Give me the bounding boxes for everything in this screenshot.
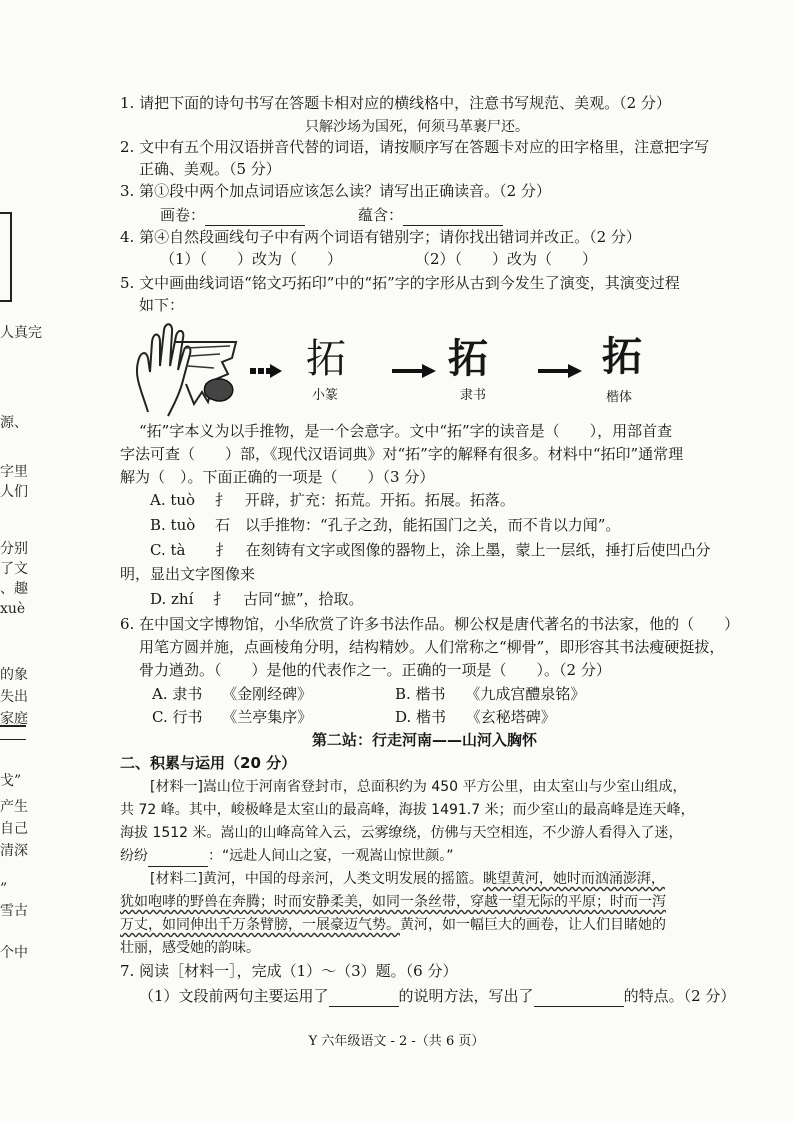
material-1-text: 纷纷 ：“远赴人间山之宴，一观嵩山惊世颜。”: [120, 845, 454, 867]
option-a: A. tuò 扌 开辟，扩充：拓荒。开拓。拓展。拓落。: [150, 491, 515, 509]
question-4-part-2: （2）（ ）改为（ ）: [415, 250, 598, 268]
margin-strip: [0, 725, 26, 740]
regular-script-label: 楷体: [606, 390, 633, 405]
margin-text: xuè: [0, 601, 26, 617]
answer-blank[interactable]: [403, 207, 503, 226]
answer-label-1: 画卷：: [160, 204, 305, 226]
answer-blank[interactable]: [329, 988, 399, 1007]
question-7-part-1: （1）文段前两句主要运用了 的说明方法，写出了 的特点。（2 分）: [139, 987, 736, 1005]
question-4: 4. 第④自然段画线句子中有两个词语有错别字；请你找出错词并改正。（2 分）: [120, 228, 641, 246]
hand-pushing-stone-image: [128, 322, 240, 418]
arrow-icon: [538, 364, 582, 378]
station-title: 第二站：行走河南——山河入胸怀: [312, 731, 538, 749]
margin-text: 分别: [0, 541, 28, 557]
question-2: 2. 文中有五个用汉语拼音代替的词语，请按顺序写在答题卡对应的田字格里，注意把字写: [120, 138, 710, 156]
seal-script-label: 小篆: [312, 388, 339, 403]
material-2-text: 壮丽，感受她的韵味。: [120, 940, 260, 956]
answer-blank[interactable]: [205, 207, 305, 226]
margin-text: 自己: [0, 821, 28, 837]
question-5-body: “拓”字本义为以手推物，是一个会意字。文中“拓”字的读音是（ ），用部首查: [139, 422, 673, 440]
option-b: B. tuò 石 以手推物：“孔子之劲，能拓国门之关，而不肯以力闻”。: [150, 516, 621, 534]
arrow-icon: [392, 364, 436, 378]
option-a: A. 隶书 《金刚经碑》: [152, 685, 313, 703]
character-evolution-figure: [128, 322, 688, 422]
margin-text: 失出: [0, 689, 28, 705]
question-4-part-1: （1）（ ）改为（ ）: [160, 250, 343, 268]
question-5-body: 解为（ ）。下面正确的一项是（ ）（3 分）: [120, 468, 435, 486]
option-c: C. tà 扌 在刻铸有文字或图像的器物上，涂上墨，蒙上一层纸，捶打后使凹凸分: [150, 541, 711, 559]
arrow-icon: [250, 364, 282, 378]
option-c: C. 行书 《兰亭集序》: [152, 708, 313, 726]
material-2-text: [材料二]黄河，中国的母亲河，人类文明发展的摇篮。眺望黄河，她时而汹涌澎湃，: [150, 871, 665, 887]
margin-bracket: [0, 212, 12, 302]
margin-text: 戈”: [0, 773, 22, 789]
material-2-text: 犹如咆哮的野兽在奔腾；时而安静柔美，如同一条丝带，穿越一望无际的平原；时而一泻: [120, 894, 666, 910]
option-d: D. 楷书 《玄秘塔碑》: [395, 708, 556, 726]
section-heading: 二、积累与运用（20 分）: [120, 754, 297, 772]
margin-text: 雪古: [0, 903, 28, 919]
question-1: 1. 请把下面的诗句书写在答题卡相对应的横线格中，注意书写规范、美观。（2 分）: [120, 94, 671, 112]
question-6: 6. 在中国文字博物馆，小华欣赏了许多书法作品。柳公权是唐代著名的书法家，他的（ ）: [120, 615, 740, 633]
margin-text: 个中: [0, 945, 28, 961]
material-2-text: 万丈，如同伸出千万条臂膀，一展豪迈气势。黄河，如一幅巨大的画卷，让人们目睹她的: [120, 917, 666, 933]
clerical-script-glyph: 拓: [448, 336, 488, 382]
question-5-body: 字法可查（ ）部，《现代汉语词典》对“拓”字的解释有很多。材料中“拓印”通常理: [120, 445, 684, 463]
question-5-cont: 如下：: [139, 296, 185, 314]
question-3: 3. 第①段中两个加点词语应该怎么读？请写出正确读音。（2 分）: [120, 182, 551, 200]
margin-text: 字里: [0, 464, 28, 480]
page-footer: Y 六年级语文 - 2 -（共 6 页）: [308, 1034, 485, 1049]
regular-script-glyph: 拓: [602, 334, 642, 380]
question-6-cont: 骨力遒劲。（ ）是他的代表作之一。正确的一项是（ ）。（2 分）: [139, 661, 611, 679]
margin-text: 的象: [0, 667, 28, 683]
margin-text: ”: [0, 881, 8, 897]
question-6-cont: 用笔方圆并施，点画棱角分明，结构精妙。人们常称之“柳骨”，即形容其书法瘦硬挺拔，: [139, 638, 725, 656]
question-5: 5. 文中画曲线词语“铭文巧拓印”中的“拓”字的字形从古到今发生了演变，其演变过程: [120, 274, 680, 292]
answer-blank[interactable]: [148, 848, 208, 867]
question-2-cont: 正确、美观。（5 分）: [139, 160, 281, 178]
answer-blank[interactable]: [534, 988, 624, 1007]
answer-label-2: 蕴含：: [358, 204, 503, 226]
material-1-text: 共 72 峰。其中，峻极峰是太室山的最高峰，海拔 1491.7 米；而少室山的最高峰是连天峰，: [120, 802, 695, 818]
margin-text: 源、: [0, 415, 28, 431]
margin-text: 人真完: [0, 325, 42, 341]
margin-text: 清深: [0, 843, 28, 859]
margin-text: 产生: [0, 799, 28, 815]
material-1-text: 海拔 1512 米。嵩山的山峰高耸入云，云雾缭绕，仿佛与天空相连，不少游人看得入了迷，: [120, 825, 683, 841]
material-1-text: [材料一]嵩山位于河南省登封市，总面积约为 450 平方公里，由太室山与少室山组成，: [150, 779, 687, 795]
seal-script-glyph: 拓: [306, 336, 346, 382]
margin-text: 人们: [0, 484, 28, 500]
option-d: D. zhí 扌 古同“摭”，拾取。: [150, 590, 364, 608]
clerical-script-label: 隶书: [460, 388, 487, 403]
question-7: 7. 阅读［材料一］，完成（1）～（3）题。（6 分）: [120, 962, 458, 980]
margin-text: 了文: [0, 561, 28, 577]
margin-text: 、趣: [0, 581, 28, 597]
poem-line: 只解沙场为国死，何须马革裹尸还。: [305, 119, 529, 135]
option-c-cont: 明，显出文字图像来: [120, 565, 256, 583]
margin-text: 家庭: [0, 711, 28, 727]
option-b: B. 楷书 《九成宫醴泉铭》: [395, 685, 586, 703]
